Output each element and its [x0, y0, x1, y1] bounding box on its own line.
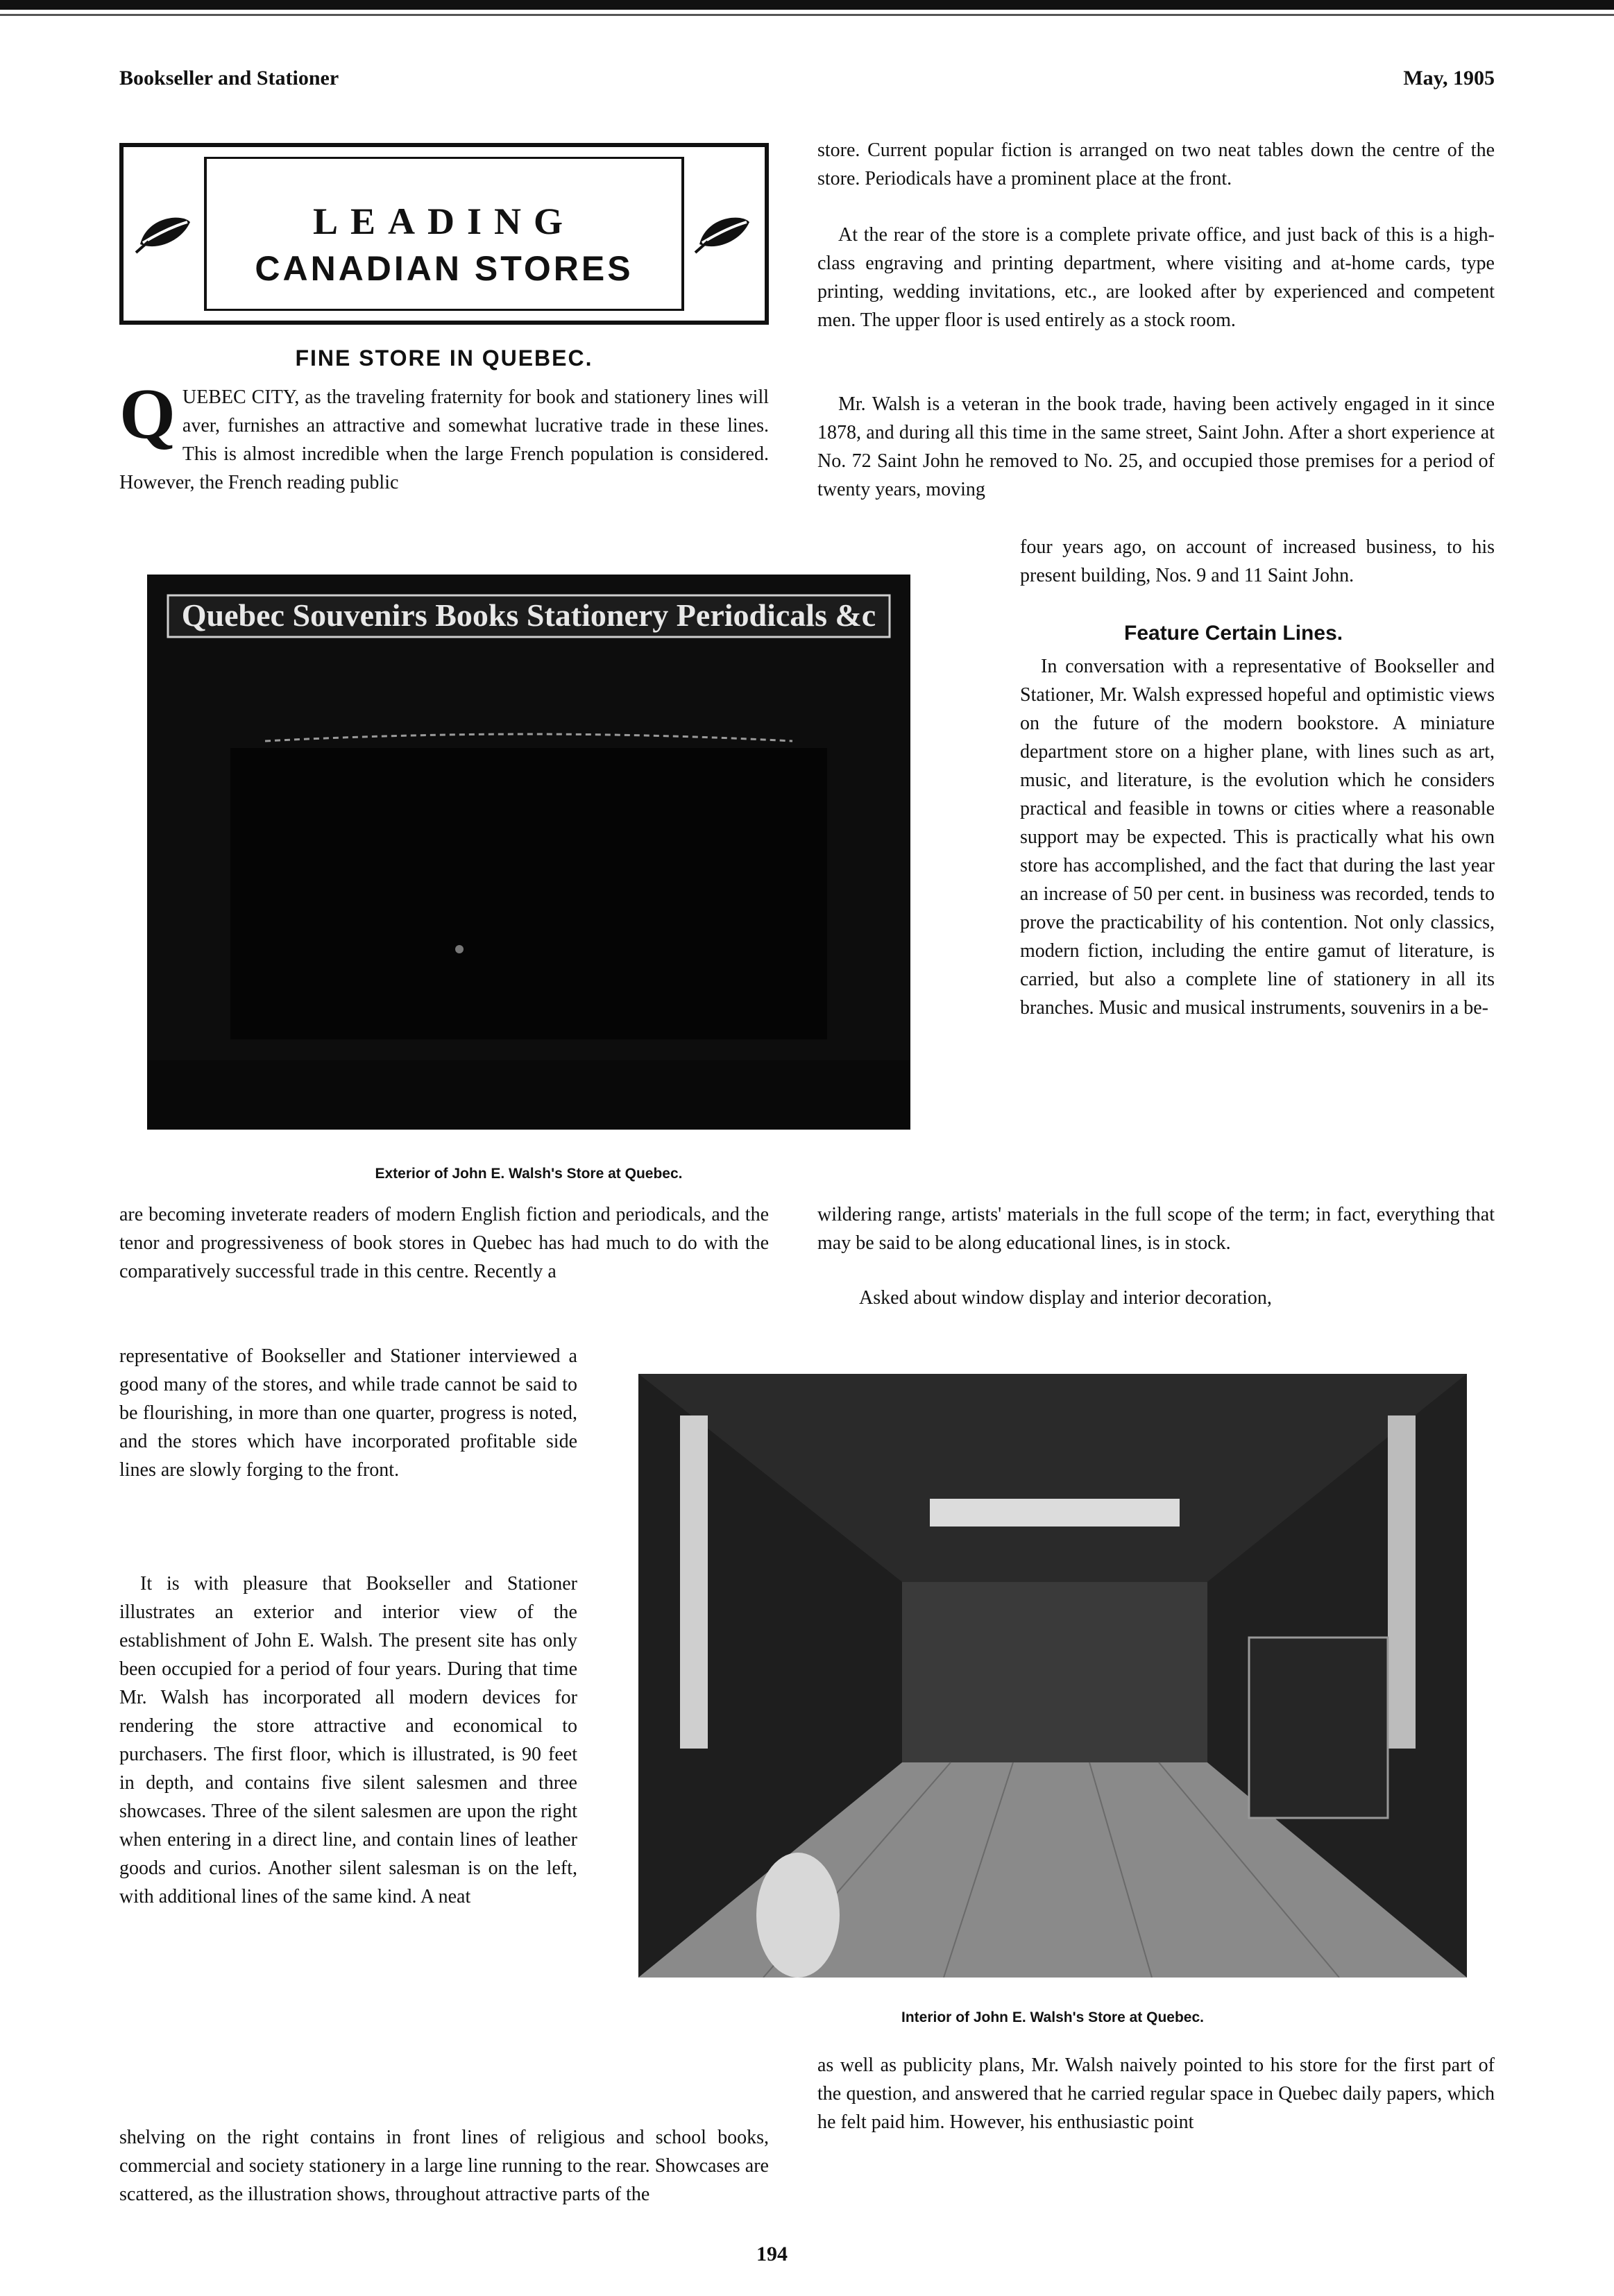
interior-caption: Interior of John E. Walsh's Store at Quebec. — [901, 2009, 1204, 2025]
article-subhead: FINE STORE IN QUEBEC. — [295, 346, 593, 371]
column1-wide-paragraph: are becoming inveterate readers of modern English fiction and periodicals, and the tenor and progressiveness of book stores in Quebec has had much to do with the comparatively successful trade in this centre. Recently a — [119, 1204, 769, 1282]
column2-paragraph-3: Mr. Walsh is a veteran in the book trade, having been actively engaged in it since 1878, and during all this time in the same street, Saint John. After a short experience at No. 72 Saint John he removed to No. 25, and occupied those premises for a period of twenty years, moving — [817, 393, 1495, 500]
column1-final-paragraph: shelving on the right contains in front lines of religious and school books, commercial and society stationery in a large line running to the rear. Showcases are scattered, as the illustration shows, throughout attractive parts of the — [119, 2127, 769, 2205]
leaf-ornament-icon — [133, 210, 196, 258]
running-head-publication: Bookseller and Stationer — [119, 67, 339, 90]
banner-title-line2: CANADIAN STORES — [255, 249, 634, 288]
exterior-caption: Exterior of John E. Walsh's Store at Quebec. — [375, 1166, 683, 1182]
feature-subhead: Feature Certain Lines. — [1124, 622, 1343, 645]
drop-cap: Q — [119, 374, 176, 454]
interior-photo — [638, 1374, 1467, 1978]
top-rule — [0, 0, 1614, 10]
section-banner — [119, 143, 769, 325]
page-number: 194 — [756, 2243, 788, 2265]
banner-title-line1: LEADING — [312, 201, 576, 242]
column2-paragraph-1: store. Current popular fiction is arranged on two neat tables down the centre of the store. Periodicals have a prominent place at the front. — [817, 139, 1495, 189]
column2-narrow-paragraph-2: In conversation with a representative of Bookseller and Stationer, Mr. Walsh expressed hopeful and optimistic views on the future of the modern bookstore. A miniature department store on a higher plane, with lines such as art, music, and literature, is the evolution which he considers practical and feasible in towns or cities where a reasonable support may be expected. This is practically what his own store has accomplished, and the fact that during the last year an increase of 50 per cent. in business was recorded, tends to prove the practicability of his contention. Not only classics, modern fiction, including the entire gamut of literature, is carried, but also a complete line of stationery in all its branches. Music and musical instruments, souvenirs in a be- — [1020, 656, 1495, 1019]
column2-final-paragraph: as well as publicity plans, Mr. Walsh naively pointed to his store for the first part of the question, and answered that he carried regular space in Quebec daily papers, which he felt paid him. However, his enthusiastic point — [817, 2055, 1495, 2133]
running-head-date: May, 1905 — [1403, 67, 1495, 90]
column1-narrow-paragraph-2: It is with pleasure that Bookseller and Stationer illustrates an exterior and interior view of the establishment of John E. Walsh. The present site has only been occupied for a period of four years. During that time Mr. Walsh has incorporated all modern devices for rendering the store attractive and economical to purchasers. The first floor, which is illustrated, is 90 feet in depth, and contains five silent salesmen and three showcases. Three of the silent salesmen are upon the right when entering in a direct line, and contain lines of leather goods and curios. Another silent salesman is on the left, with additional lines of the same kind. A neat — [119, 1573, 577, 1907]
exterior-photo — [147, 575, 910, 1130]
column2-narrow-paragraph-1: four years ago, on account of increased business, to his present building, Nos. 9 and 11 Saint John. — [1020, 536, 1495, 586]
top-rule-thin — [0, 14, 1614, 16]
leaf-ornament-icon — [693, 210, 755, 258]
column2-paragraph-2: At the rear of the store is a complete private office, and just back of this is a high-class engraving and printing department, where visiting and at-home cards, type printing, wedding invitations, etc., are looked after by experienced and competent men. The upper floor is used entirely as a stock room. — [817, 224, 1495, 331]
storefront-sign-text: Quebec Souvenirs Books Stationery Periodicals &c — [181, 597, 876, 633]
column2-wide-paragraph: wildering range, artists' materials in the full scope of the term; in fact, everything that may be said to be along educational lines, is in stock. — [817, 1204, 1495, 1254]
column1-narrow-paragraph-1: representative of Bookseller and Stationer interviewed a good many of the stores, and while trade cannot be said to be flourishing, in more than one quarter, progress is noted, and the stores which have incorporated profitable side lines are slowly forging to the front. — [119, 1345, 577, 1481]
column2-wide-paragraph-2: Asked about window display and interior decoration, — [859, 1287, 1272, 1309]
banner-frame — [204, 157, 684, 311]
article-intro-paragraph: QUEBEC CITY, as the traveling fraternity for book and stationery lines will aver, furnishes an attractive and somewhat lucrative trade in these lines. This is almost incredible when the large French population is considered. However, the French reading public — [119, 374, 769, 493]
